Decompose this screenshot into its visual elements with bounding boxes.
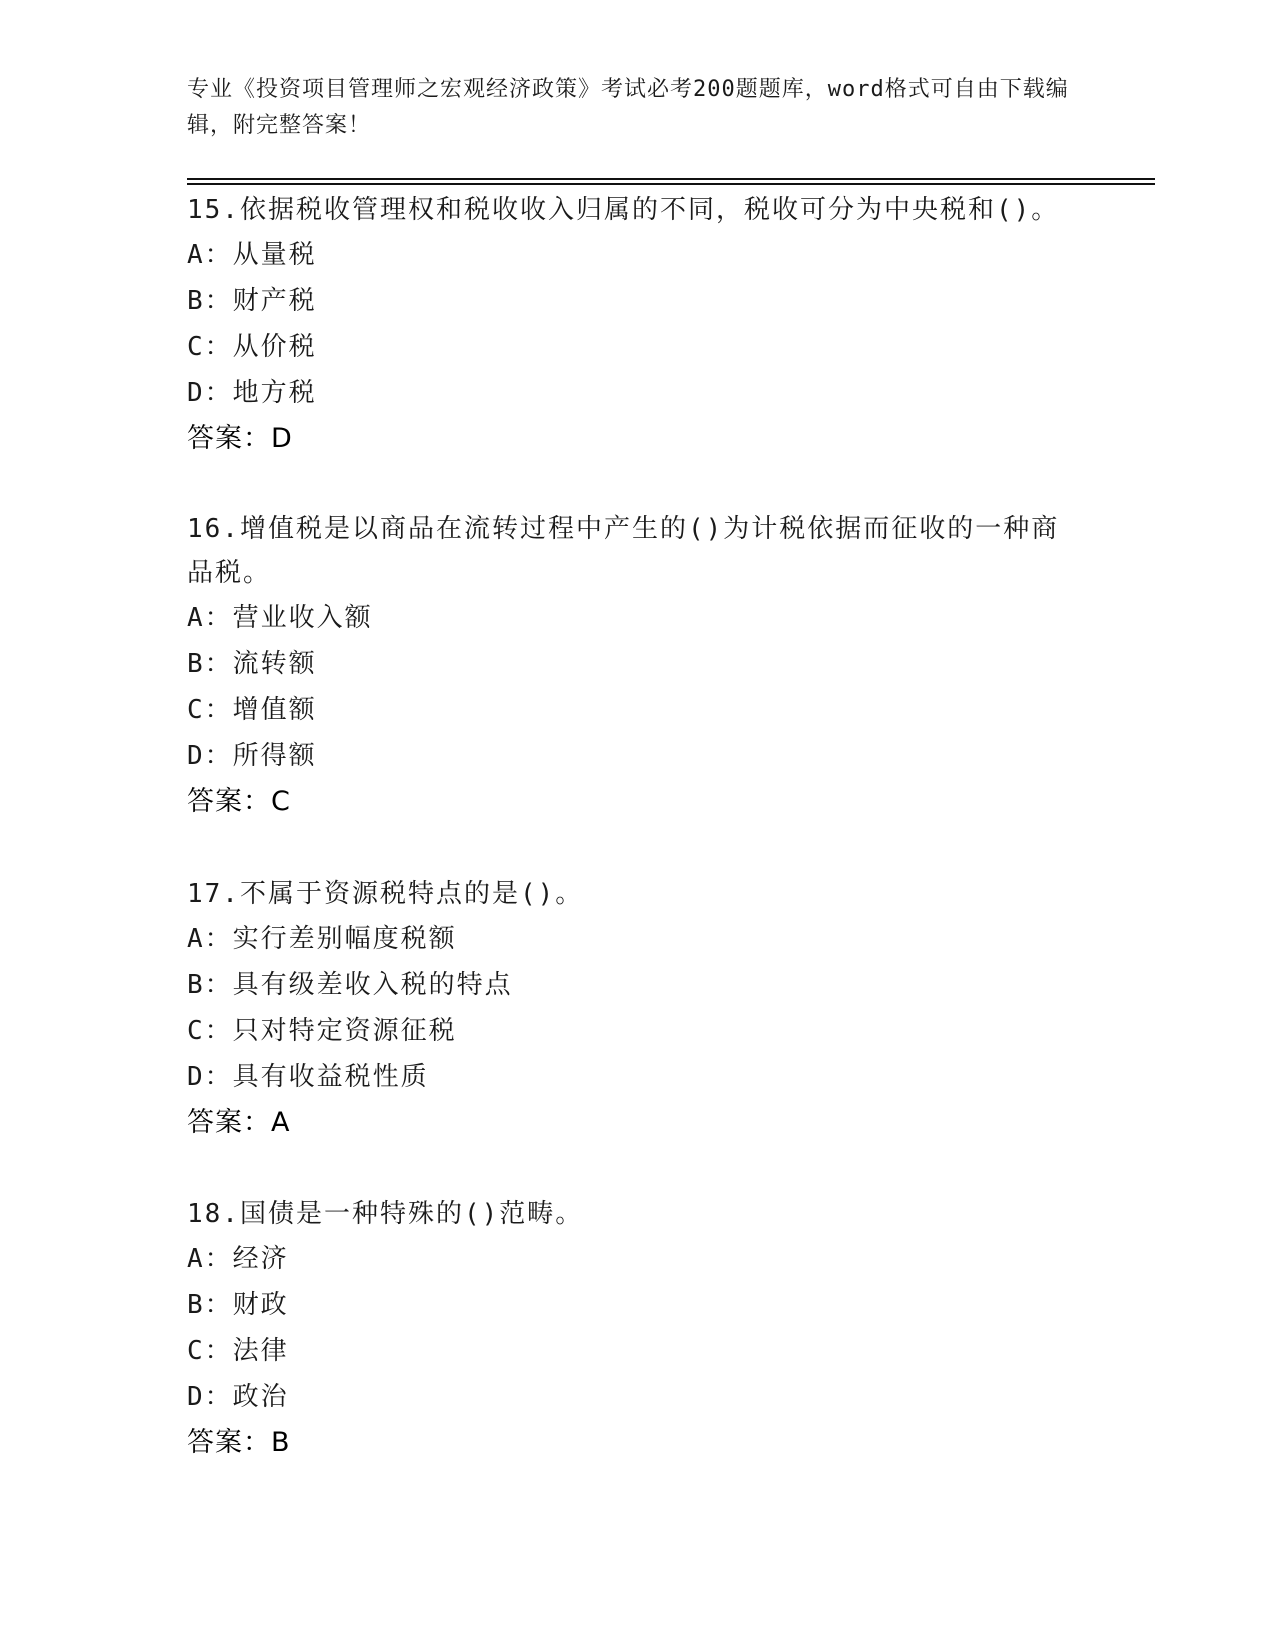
question-stem: 15.依据税收管理权和税收收入归属的不同，税收可分为中央税和()。 [187, 195, 1060, 225]
option-b: B：流转额 [187, 649, 317, 679]
option-d: D：所得额 [187, 741, 317, 771]
option-d: D：地方税 [187, 378, 317, 408]
header-divider-bottom [187, 183, 1155, 185]
option-d: D：政治 [187, 1382, 289, 1412]
answer-line [187, 779, 1087, 825]
answer-line [187, 1420, 1087, 1466]
answer-value: B [271, 1427, 291, 1458]
option-c: C：增值额 [187, 695, 317, 725]
document-header: 专业《投资项目管理师之宏观经济政策》考试必考200题题库，word格式可自由下载编辑，附完整答案！ [187, 77, 1069, 138]
option-a: A：经济 [187, 1244, 289, 1274]
option-c: C：只对特定资源征税 [187, 1016, 457, 1046]
question-block [187, 188, 1087, 462]
option-d: D：具有收益税性质 [187, 1062, 429, 1092]
question-stem: 16.增值税是以商品在流转过程中产生的()为计税依据而征收的一种商品税。 [187, 514, 1060, 588]
answer-label: 答案： [187, 1427, 271, 1458]
option-b: B：财政 [187, 1290, 289, 1320]
option-a: A：从量税 [187, 240, 317, 270]
header-divider-top [187, 178, 1155, 180]
answer-value: D [271, 423, 293, 454]
answer-label: 答案： [187, 786, 271, 817]
question-block [187, 872, 1087, 1146]
option-b: B：具有级差收入税的特点 [187, 970, 513, 1000]
question-block [187, 507, 1087, 825]
option-a: A：营业收入额 [187, 603, 373, 633]
option-b: B：财产税 [187, 286, 317, 316]
option-c: C：法律 [187, 1336, 289, 1366]
answer-line [187, 1100, 1087, 1146]
answer-value: C [271, 786, 291, 817]
question-block [187, 1192, 1087, 1466]
answer-line [187, 416, 1087, 462]
option-c: C：从价税 [187, 332, 317, 362]
option-a: A：实行差别幅度税额 [187, 924, 457, 954]
answer-label: 答案： [187, 423, 271, 454]
answer-value: A [271, 1107, 291, 1138]
question-stem: 18.国债是一种特殊的()范畴。 [187, 1199, 584, 1229]
answer-label: 答案： [187, 1107, 271, 1138]
question-stem: 17.不属于资源税特点的是()。 [187, 879, 584, 909]
